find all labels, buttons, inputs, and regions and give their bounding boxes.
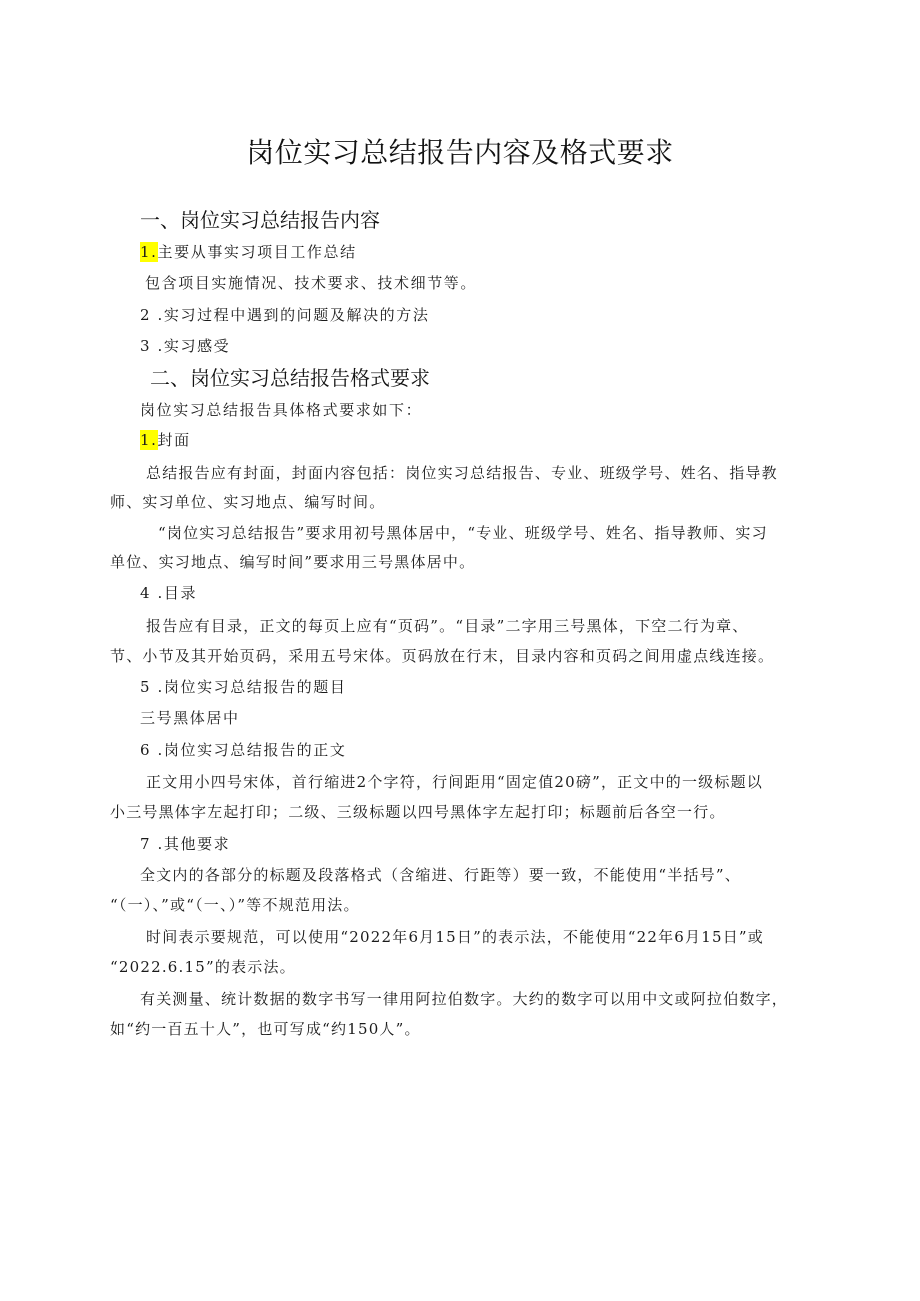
cover-paragraph-1-line-1: 总结报告应有封面，封面内容包括：岗位实习总结报告、专业、班级学号、姓名、指导教 — [146, 464, 778, 482]
other-paragraph-3-line-2: 如“约一百五十人”，也可写成“约150人”。 — [110, 1020, 421, 1038]
document-title: 岗位实习总结报告内容及格式要求 — [246, 136, 674, 169]
section2-item6: 6 .岗位实习总结报告的正文 — [140, 741, 347, 759]
section2-heading: 二、岗位实习总结报告格式要求 — [150, 366, 430, 390]
section2-intro: 岗位实习总结报告具体格式要求如下： — [140, 401, 423, 419]
section2-item1 — [140, 428, 191, 452]
section1-item1-text: 主要从事实习项目工作总结 — [157, 243, 357, 261]
body-paragraph-line-1: 正文用小四号宋体，首行缩进2个字符，行间距用“固定值20磅”，正文中的一级标题以 — [146, 773, 763, 791]
section1-heading: 一、岗位实习总结报告内容 — [140, 208, 380, 232]
other-paragraph-2-line-2: “2022.6.15”的表示法。 — [110, 958, 296, 976]
section2-item5: 5 .岗位实习总结报告的题目 — [140, 678, 347, 696]
other-paragraph-1-line-2: “（一）、”或“（一、）”等不规范用法。 — [110, 896, 360, 914]
other-paragraph-1-line-1: 全文内的各部分的标题及段落格式（含缩进、行距等）要一致，不能使用“半括号”、 — [140, 866, 741, 884]
section1-item3: 3 .实习感受 — [140, 337, 231, 355]
section2-item4: 4 .目录 — [140, 584, 198, 602]
highlighted-number: 1. — [140, 243, 158, 261]
toc-paragraph-line-2: 节、小节及其开始页码，采用五号宋体。页码放在行末，目录内容和页码之间用虚点线连接。 — [110, 647, 775, 665]
body-paragraph-line-2: 小三号黑体字左起打印；二级、三级标题以四号黑体字左起打印；标题前后各空一行。 — [110, 803, 726, 821]
section2-item1-text: 封面 — [157, 431, 191, 449]
section2-item5-desc: 三号黑体居中 — [140, 709, 240, 727]
cover-paragraph-2-line-1: “岗位实习总结报告”要求用初号黑体居中，“专业、班级学号、姓名、指导教师、实习 — [158, 524, 768, 542]
section2-item7: 7 .其他要求 — [140, 835, 231, 853]
toc-paragraph-line-1: 报告应有目录，正文的每页上应有“页码”。“目录”二字用三号黑体，下空二行为章、 — [146, 617, 749, 635]
highlighted-number: 1. — [140, 431, 158, 449]
section1-item1 — [140, 240, 357, 264]
cover-paragraph-2-line-2: 单位、实习地点、编写时间”要求用三号黑体居中。 — [110, 553, 476, 571]
other-paragraph-3-line-1: 有关测量、统计数据的数字书写一律用阿拉伯数字。大约的数字可以用中文或阿拉伯数字， — [140, 990, 789, 1008]
other-paragraph-2-line-1: 时间表示要规范，可以使用“2022年6月15日”的表示法，不能使用“22年6月15日”或 — [146, 928, 764, 946]
section1-item1-desc: 包含项目实施情况、技术要求、技术细节等。 — [145, 274, 478, 292]
section1-item2: 2 .实习过程中遇到的问题及解决的方法 — [140, 306, 430, 324]
cover-paragraph-1-line-2: 师、实习单位、实习地点、编写时间。 — [110, 493, 386, 511]
